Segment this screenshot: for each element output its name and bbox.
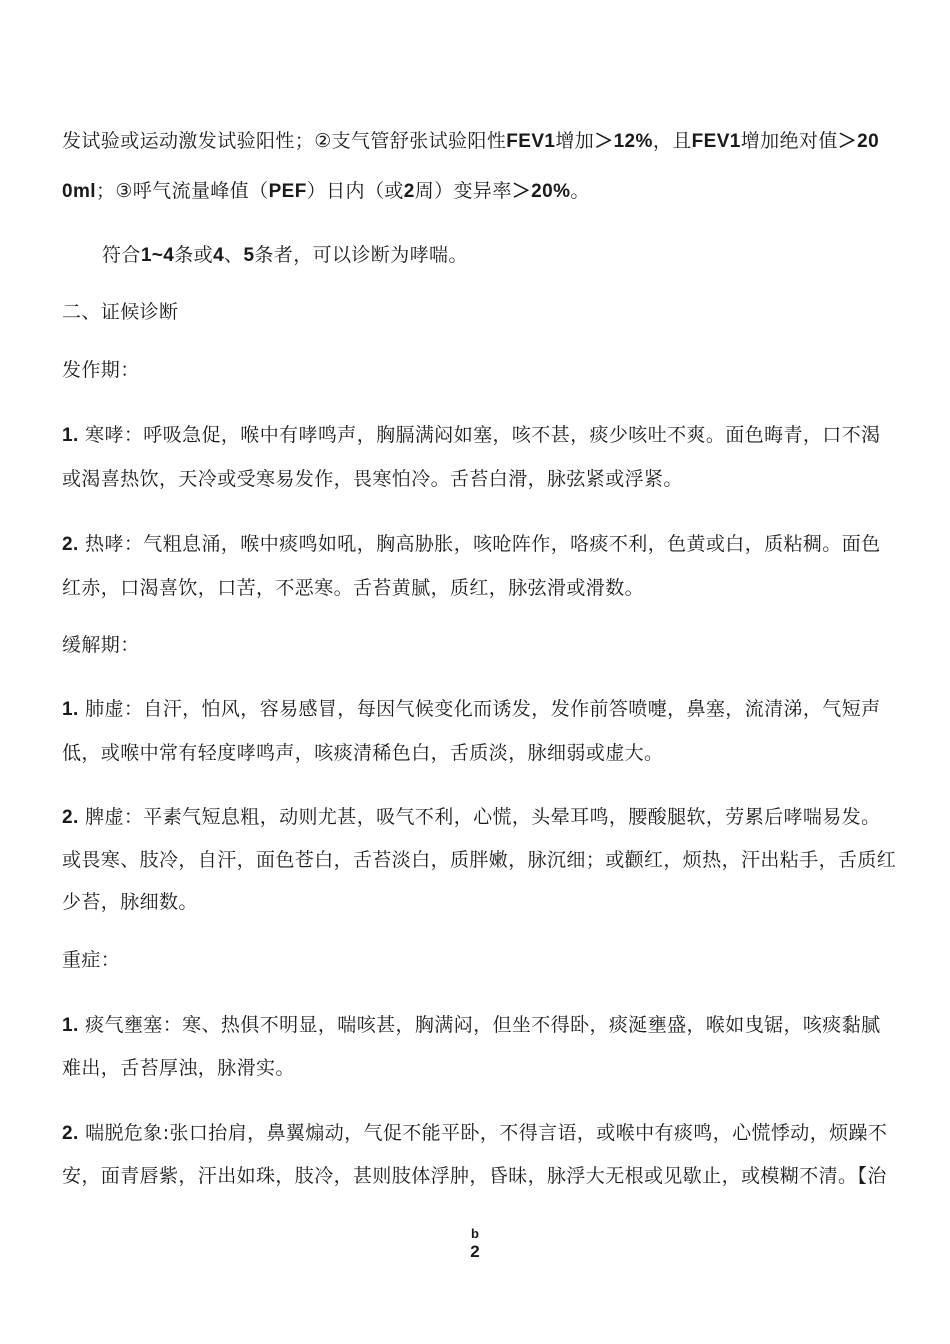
severe-item-2-line-1: 2. 喘脱危象:张口抬肩，鼻翼煽动，气促不能平卧，不得言语，或喉中有痰鸣，心慌悸动，烦躁不: [62, 1122, 888, 1144]
attack-item-2-line-1: 2. 热哮：气粗息涌，喉中痰鸣如吼，胸高胁胀，咳呛阵作，咯痰不利，色黄或白，质粘稠。面色: [62, 533, 881, 555]
attack-item-1-line-2: 或渴喜热饮，天冷或受寒易发作，畏寒怕冷。舌苔白滑，脉弦紧或浮紧。: [62, 468, 683, 490]
remission-item-2-line-2: 或畏寒、肢冷，自汗，面色苍白，舌苔淡白，质胖嫩，脉沉细；或颧红，烦热，汗出粘手，舌质红: [62, 849, 897, 871]
subheading-remission-stage: 缓解期：: [62, 634, 140, 656]
page-number: 2: [470, 1242, 480, 1261]
section-heading-syndrome-diagnosis: 二、证候诊断: [62, 301, 179, 323]
diagnosis-conclusion: 符合1~4条或4、5条者，可以诊断为哮喘。: [102, 244, 468, 266]
remission-item-2-line-3: 少苔，脉细数。: [62, 891, 198, 913]
diagnosis-criteria-line-1: 发试验或运动激发试验阳性；②支气管舒张试验阳性FEV1增加＞12%，且FEV1增加绝对值＞20: [62, 130, 880, 152]
subheading-attack-stage: 发作期：: [62, 359, 140, 381]
remission-item-1-line-1: 1. 肺虚：自汗，怕风，容易感冒，每因气候变化而诱发，发作前答喷嚏，鼻塞，流清涕，气短声: [62, 698, 881, 720]
attack-item-1-line-1: 1. 寒哮：呼吸急促，喉中有哮鸣声，胸膈满闷如塞，咳不甚，痰少咳吐不爽。面色晦青，口不渴: [62, 424, 881, 446]
severe-item-2-line-2: 安，面青唇紫，汗出如珠，肢冷，甚则肢体浮肿，昏昧，脉浮大无根或见歇止，或模糊不清。【治: [62, 1165, 887, 1187]
footer-mark: b: [471, 1226, 479, 1241]
subheading-severe: 重症：: [62, 949, 121, 971]
severe-item-1-line-2: 难出，舌苔厚浊，脉滑实。: [62, 1057, 295, 1079]
attack-item-2-line-2: 红赤，口渴喜饮，口苦，不恶寒。舌苔黄腻，质红，脉弦滑或滑数。: [62, 577, 645, 599]
diagnosis-criteria-line-2: 0ml；③呼气流量峰值（PEF）日内（或2周）变异率＞20%。: [62, 180, 590, 202]
severe-item-1-line-1: 1. 痰气壅塞：寒、热俱不明显，喘咳甚，胸满闷，但坐不得卧，痰涎壅盛，喉如曳锯，咳痰黏腻: [62, 1014, 881, 1036]
remission-item-2-line-1: 2. 脾虚：平素气短息粗，动则尤甚，吸气不利，心慌，头晕耳鸣，腰酸腿软，劳累后哮喘易发。: [62, 806, 881, 828]
remission-item-1-line-2: 低，或喉中常有轻度哮鸣声，咳痰清稀色白，舌质淡，脉细弱或虚大。: [62, 742, 664, 764]
